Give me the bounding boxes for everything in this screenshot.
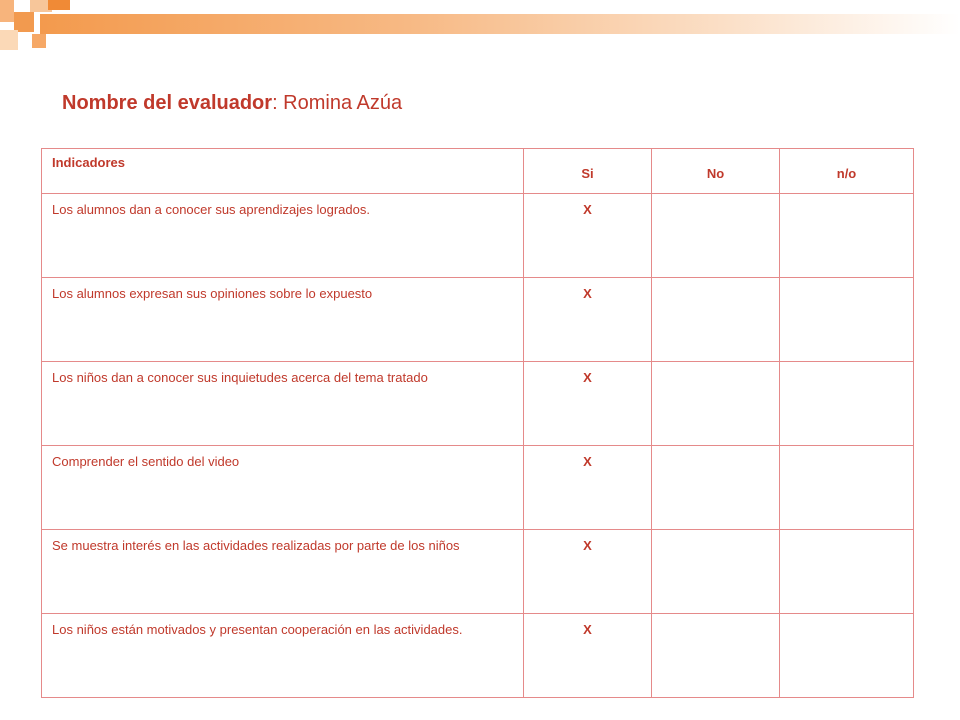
table-row xyxy=(42,614,914,698)
indicator-cell xyxy=(42,194,524,278)
table-row xyxy=(42,362,914,446)
decorative-square xyxy=(48,0,70,10)
na-cell xyxy=(780,194,914,278)
indicator-text: Se muestra interés en las actividades realizadas por parte de los niños xyxy=(52,538,460,553)
decorative-square xyxy=(0,30,18,50)
indicator-text: Comprender el sentido del video xyxy=(52,454,240,469)
indicator-text: Los alumnos expresan sus opiniones sobre lo expuesto xyxy=(52,286,373,301)
na-cell xyxy=(780,362,914,446)
indicator-text: Los niños dan a conocer sus inquietudes acerca del tema tratado xyxy=(52,370,428,385)
indicator-cell xyxy=(42,530,524,614)
yes-cell: X xyxy=(524,446,652,530)
na-cell xyxy=(780,614,914,698)
indicator-cell xyxy=(42,446,524,530)
indicator-text: Los niños están motivados y presentan cooperación en las actividades. xyxy=(52,622,463,637)
header-na: n/o xyxy=(780,149,914,194)
page-title xyxy=(62,92,402,115)
na-cell xyxy=(780,278,914,362)
header-yes: Si xyxy=(524,149,652,194)
na-cell xyxy=(780,446,914,530)
no-cell xyxy=(652,446,780,530)
no-cell xyxy=(652,362,780,446)
yes-cell: X xyxy=(524,614,652,698)
table-header-row xyxy=(42,149,914,194)
decorative-square xyxy=(14,12,34,32)
evaluator-label: Nombre del evaluador xyxy=(62,92,273,114)
table-row xyxy=(42,446,914,530)
header-no: No xyxy=(652,149,780,194)
indicator-cell xyxy=(42,362,524,446)
yes-cell: X xyxy=(524,278,652,362)
no-cell xyxy=(652,530,780,614)
yes-cell: X xyxy=(524,530,652,614)
no-cell xyxy=(652,278,780,362)
header-indicators: Indicadores xyxy=(42,149,524,194)
table-row xyxy=(42,530,914,614)
yes-cell: X xyxy=(524,362,652,446)
no-cell xyxy=(652,614,780,698)
evaluator-name: Romina Azúa xyxy=(277,92,403,114)
yes-cell: X xyxy=(524,194,652,278)
decorative-square xyxy=(0,0,14,22)
indicator-cell xyxy=(42,278,524,362)
table-row xyxy=(42,278,914,362)
indicator-cell xyxy=(42,614,524,698)
header-bar xyxy=(40,14,960,34)
table-row xyxy=(42,194,914,278)
no-cell xyxy=(652,194,780,278)
indicator-text: Los alumnos dan a conocer sus aprendizajes logrados. xyxy=(52,202,370,217)
decorative-square xyxy=(32,34,46,48)
na-cell xyxy=(780,530,914,614)
title-separator: : xyxy=(272,92,278,114)
evaluation-table xyxy=(41,148,914,698)
